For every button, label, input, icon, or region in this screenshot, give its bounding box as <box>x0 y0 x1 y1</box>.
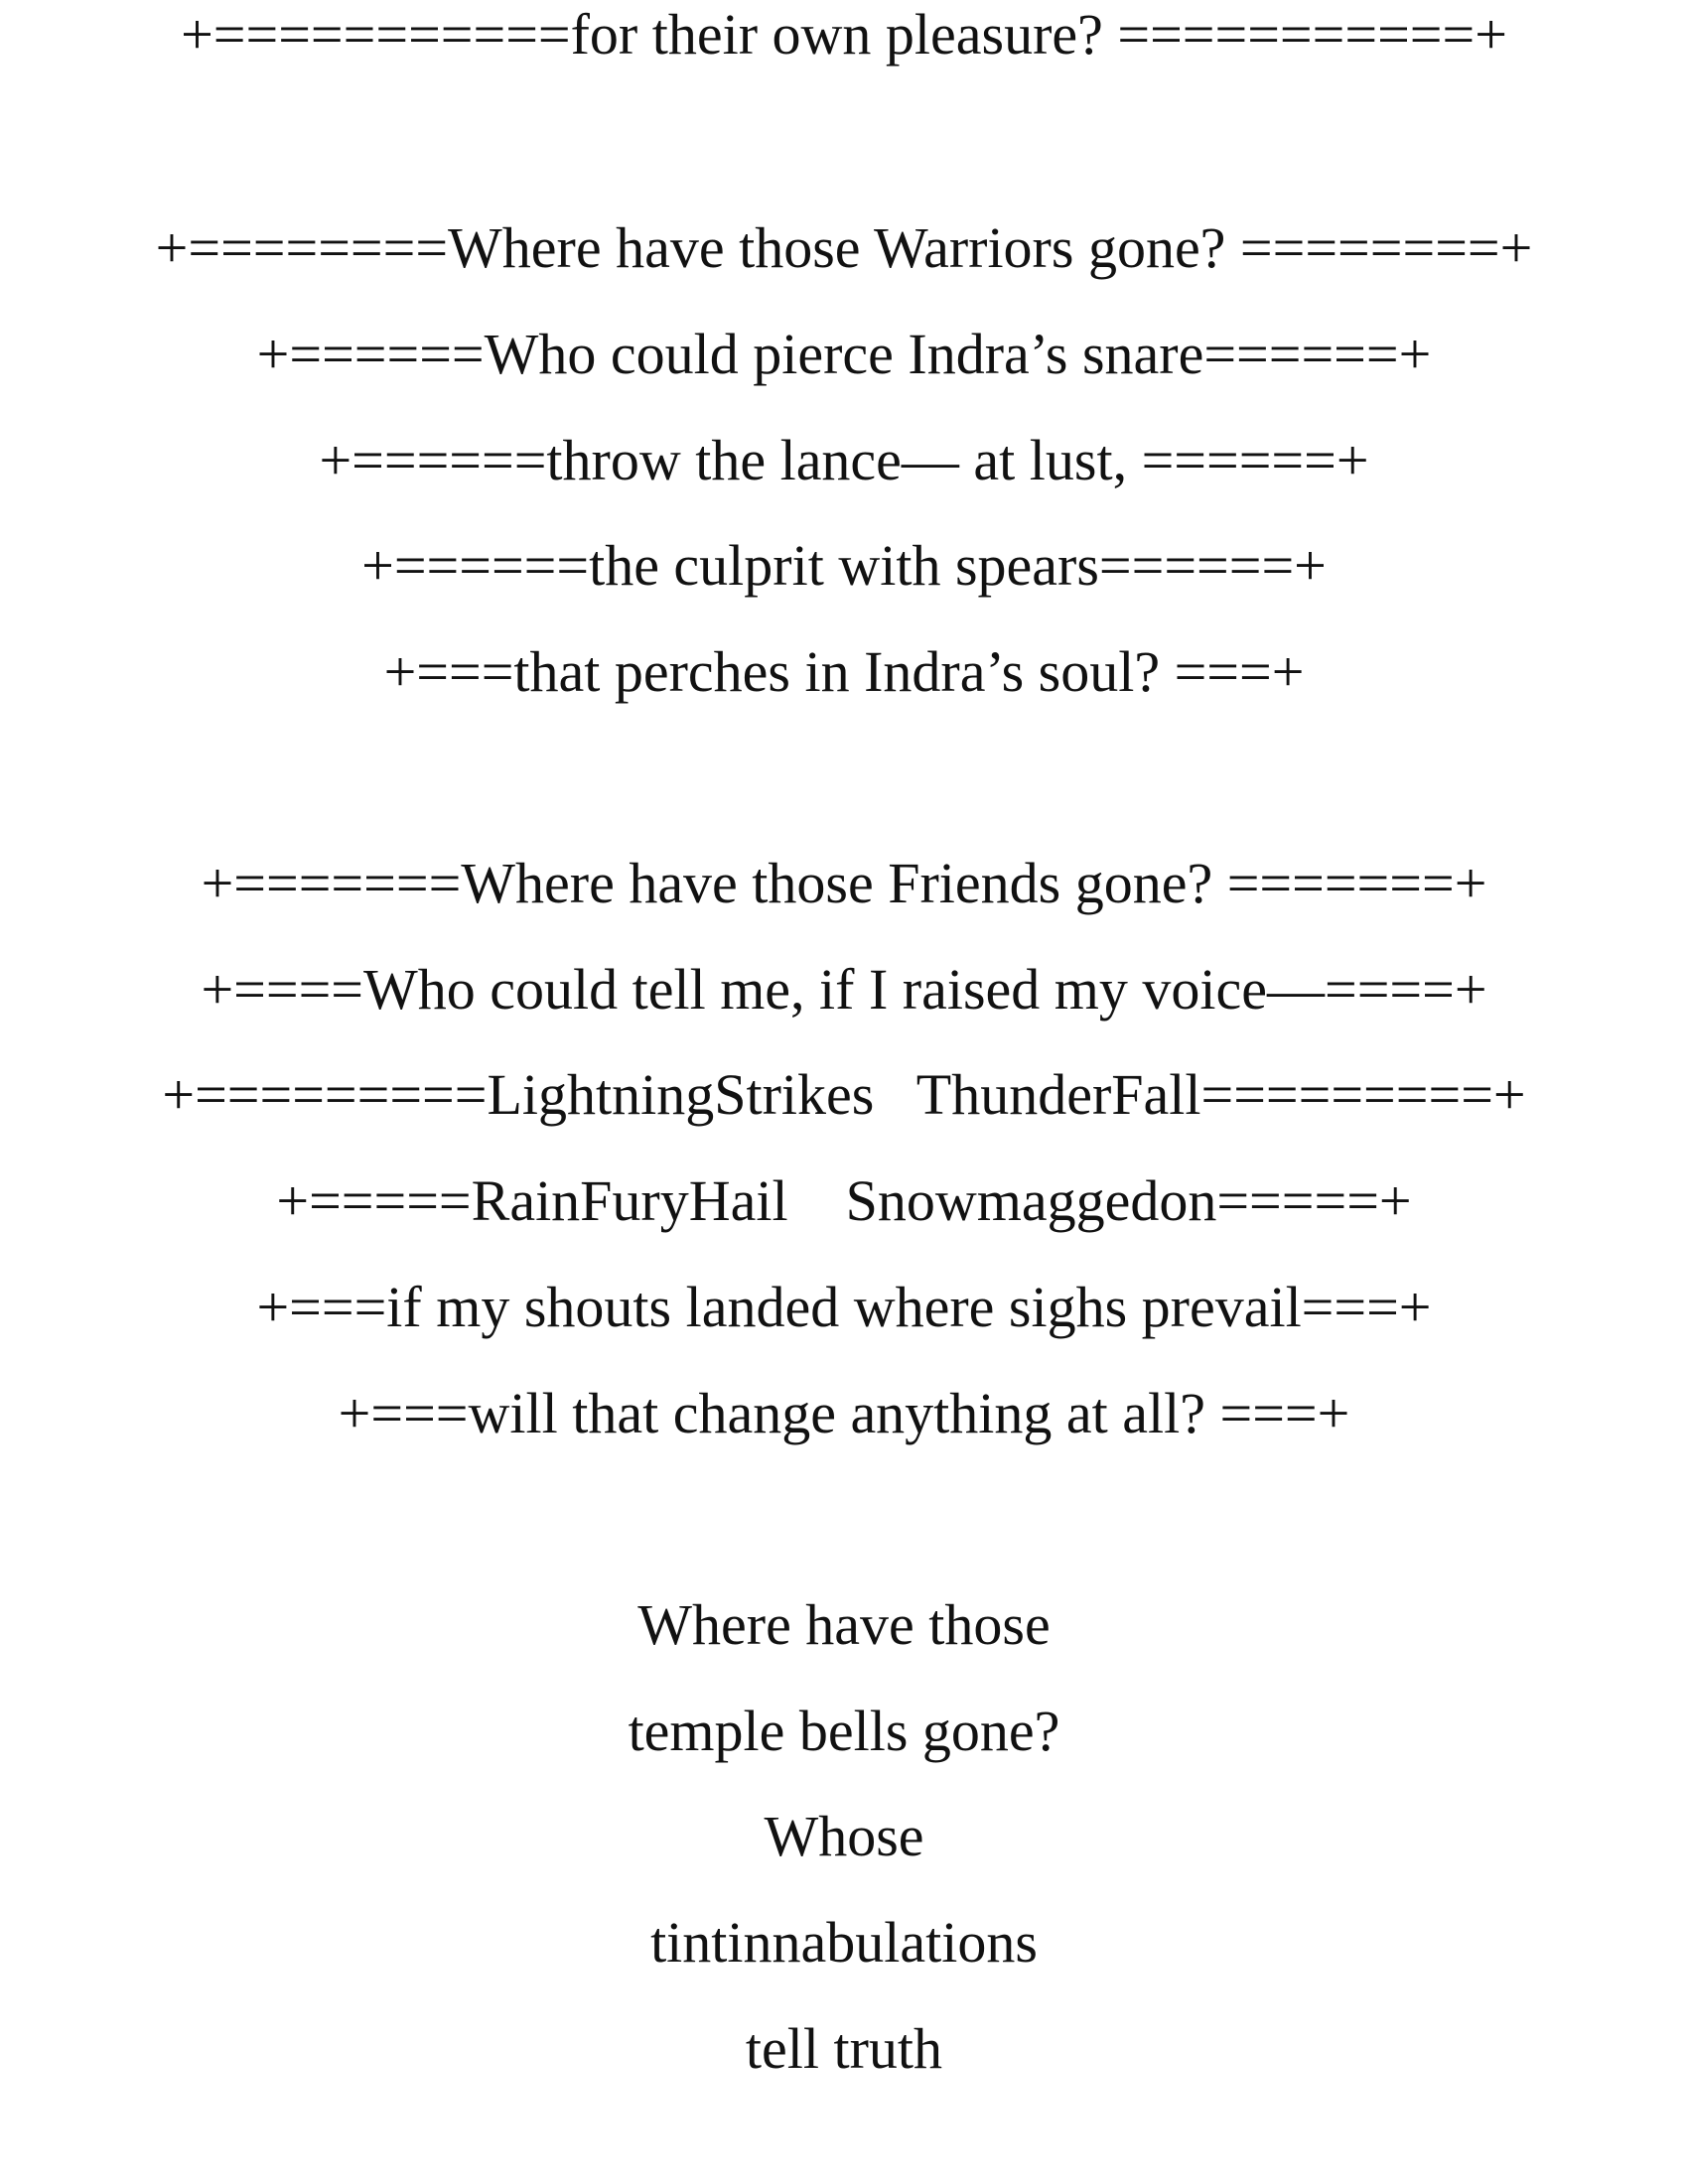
poem-line: temple bells gone? <box>628 1699 1060 1763</box>
poem-line: +========Where have those Warriors gone? ========+ <box>155 215 1533 280</box>
poem-line: Where have those <box>637 1592 1051 1657</box>
poem-line: +===that perches in Indra’s soul? ===+ <box>383 639 1305 704</box>
poem-line: +=========LightningStrikes ThunderFall=========+ <box>162 1062 1526 1127</box>
poem-line: +======the culprit with spears======+ <box>361 533 1327 598</box>
poem-line: +===if my shouts landed where sighs prevail===+ <box>256 1275 1432 1339</box>
poem-line: +====Who could tell me, if I raised my voice—====+ <box>201 957 1487 1022</box>
poem-line: tell truth <box>745 2016 943 2081</box>
poem-line: +======throw the lance— at lust, ======+ <box>319 428 1369 492</box>
poem-line: +======Who could pierce Indra’s snare======+ <box>256 322 1432 386</box>
poem-line: Whose <box>764 1804 924 1868</box>
poem-line: +===will that change anything at all? ===+ <box>338 1381 1350 1445</box>
poem-line: +===========for their own pleasure? ===========+ <box>181 2 1507 67</box>
poem-line: tintinnabulations <box>650 1910 1038 1975</box>
poem-line: +=====RainFuryHail Snowmaggedon=====+ <box>276 1168 1412 1233</box>
poem-line: +=======Where have those Friends gone? =======+ <box>201 851 1487 915</box>
